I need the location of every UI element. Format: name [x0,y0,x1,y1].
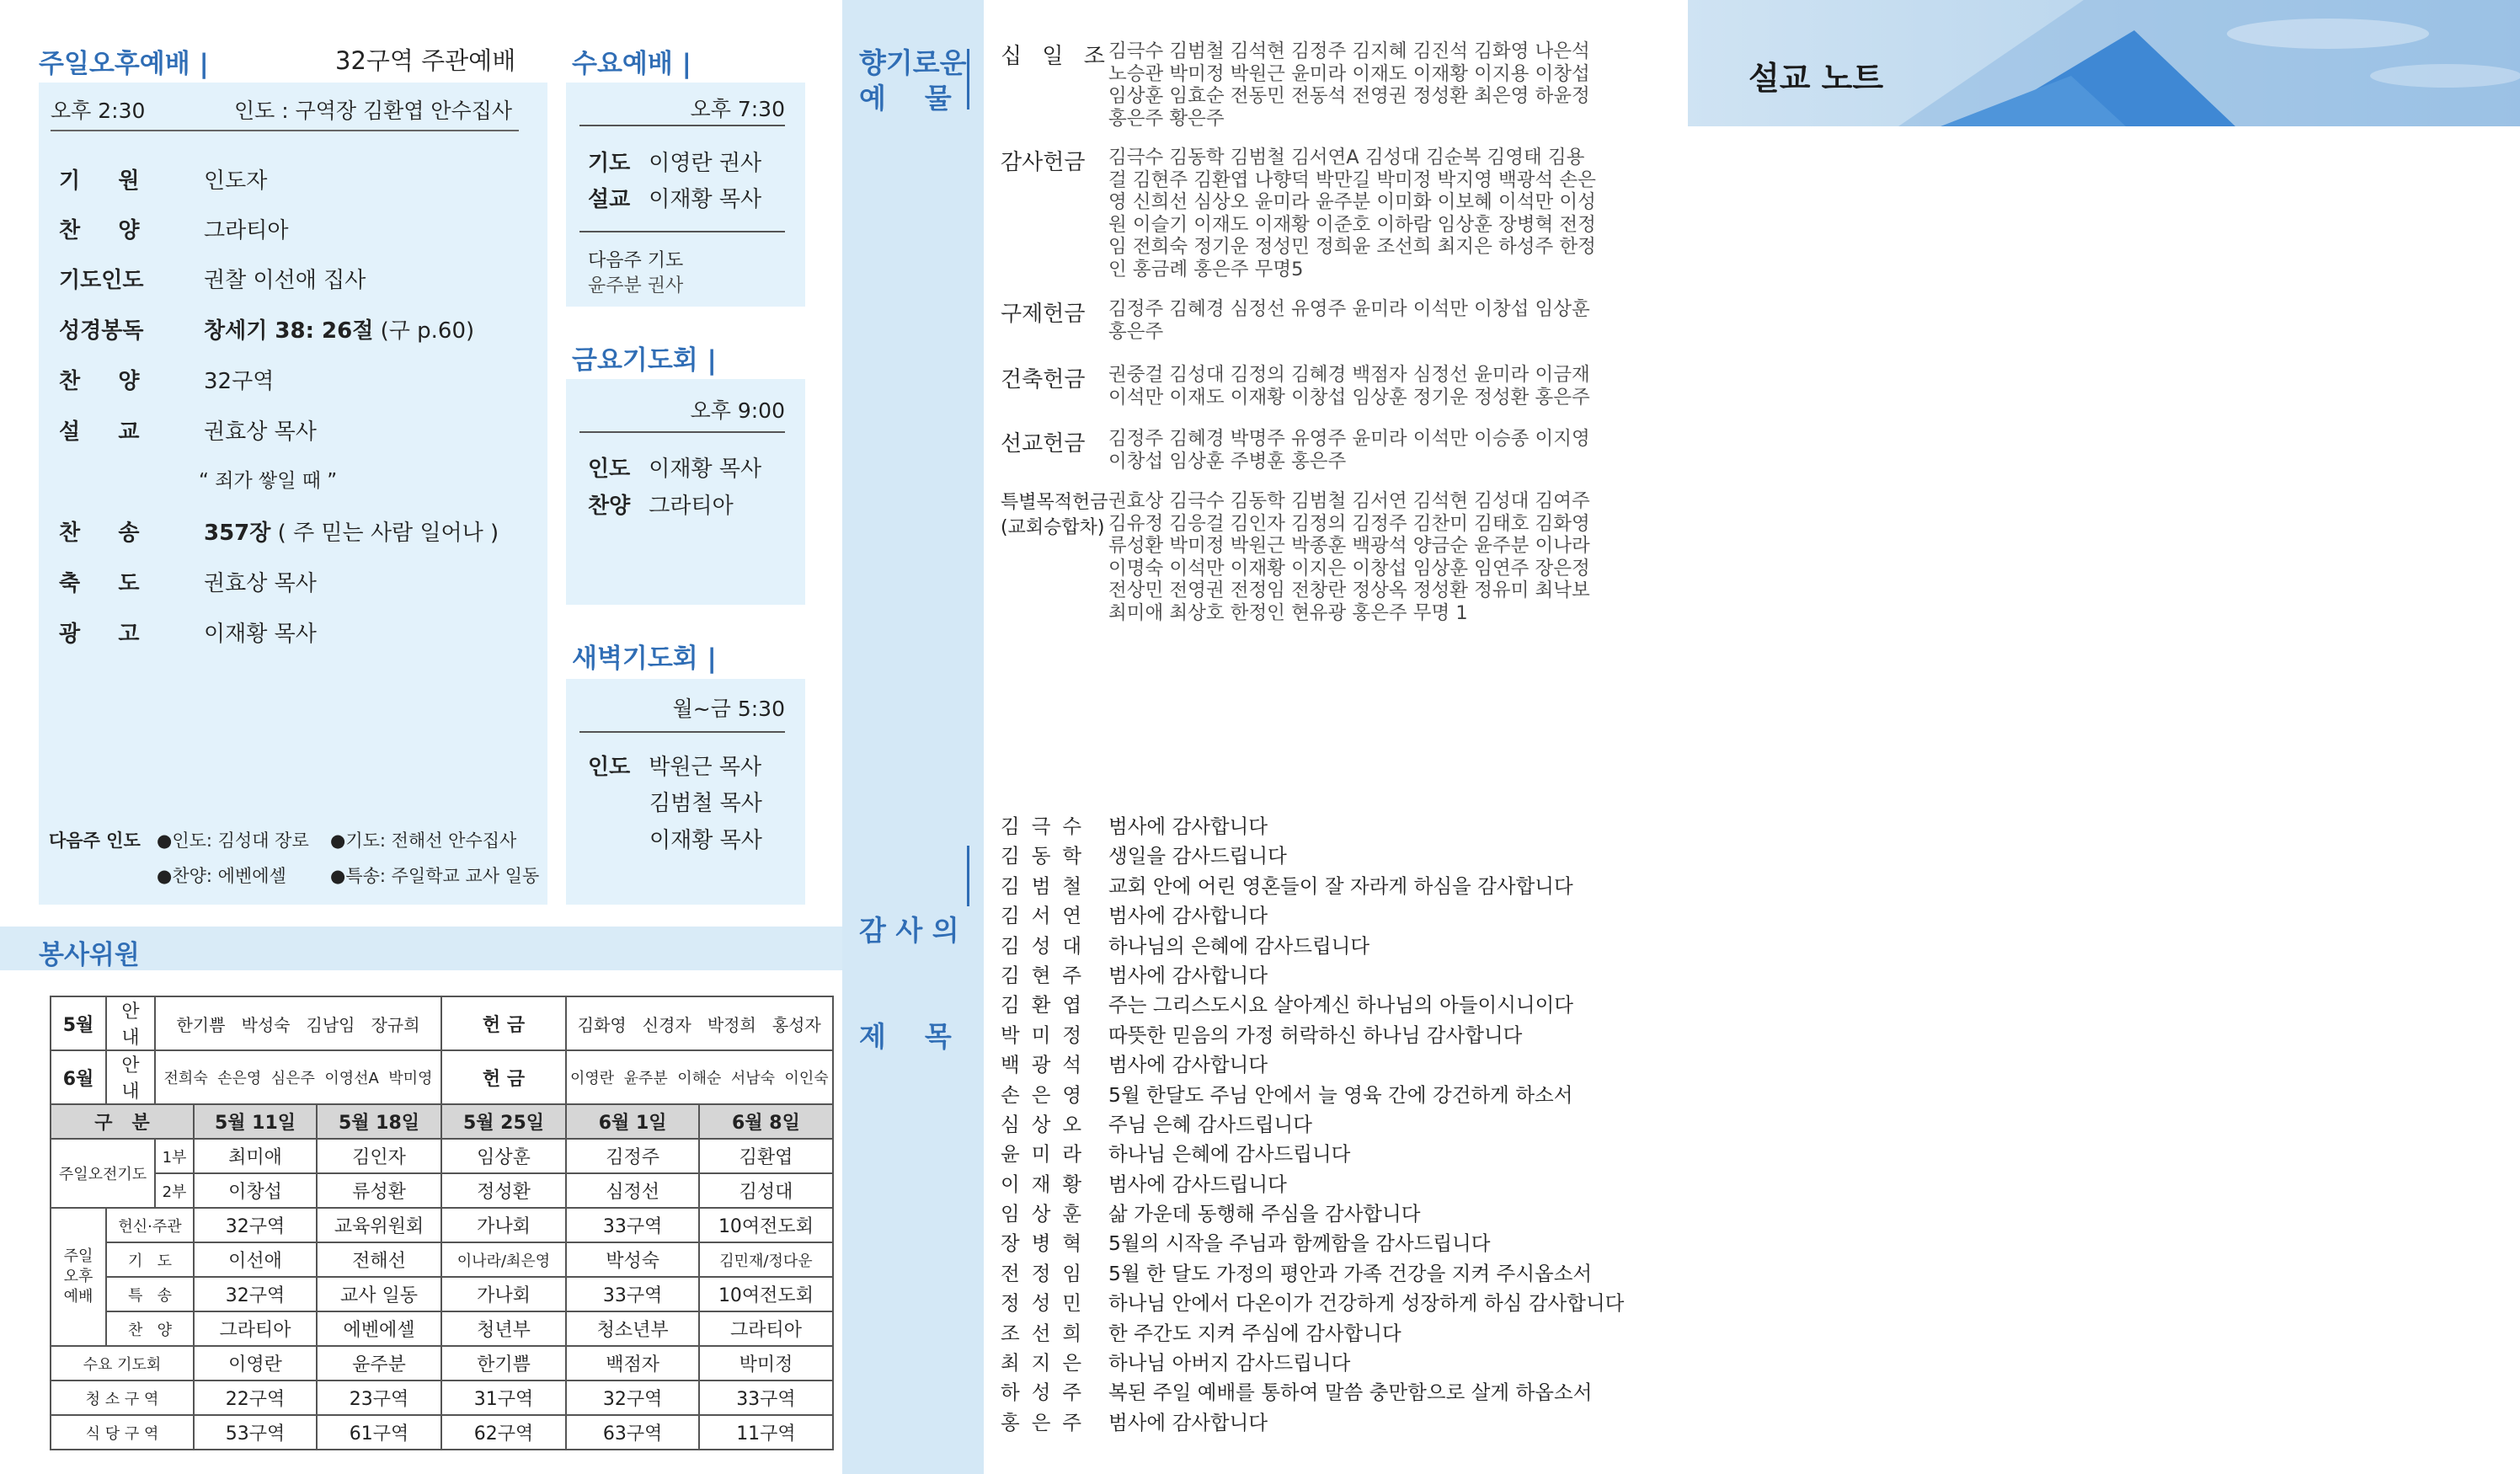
list-item [1001,900,1624,929]
thanks-title-line: 감 사 의 [859,914,959,947]
table-cell: 33구역 [566,1277,699,1311]
table-cell: 특 송 [106,1277,194,1311]
order-value: 창세기 38: 26절 [204,318,374,344]
table-cell: 전희숙 손은영 심은주 이영선A 박미영 [155,1050,441,1104]
list-item [1001,1317,1624,1347]
friday-praise: 그라티아 [649,494,734,519]
table-header-row [51,1104,833,1139]
order-item [59,566,317,597]
dawn-leader: 김범철 목사 [649,791,762,816]
order-label: 설 교 [59,419,140,445]
friday-lead: 이재황 목사 [649,457,762,482]
table-cell: 찬 양 [106,1311,194,1346]
table-cell: 주일오전기도 [51,1139,155,1208]
table-header: 6월 8일 [699,1104,832,1139]
thanks-name: 김극수 [1001,814,1094,838]
list-item [1001,810,1624,840]
table-cell: 김인자 [317,1139,441,1173]
table-cell: 김환엽 [699,1139,832,1173]
wednesday-prayer: 이영란 권사 [649,151,762,176]
thanks-list [1001,810,1624,1436]
offering-label: 특별목적헌금 (교회승합차) [1001,492,1108,538]
next-week-lead: ●인도: 김성대 장로 [157,830,309,851]
table-row [51,1208,833,1242]
thanks-name: 장병혁 [1001,1231,1094,1256]
order-value: 그라티아 [204,218,289,243]
thanks-name: 최지은 [1001,1351,1094,1375]
table-cell: 김화영 신경자 박정희 홍성자 [566,996,833,1050]
title-bar [967,49,969,109]
service-committee-title: 봉사위원 [39,940,140,970]
friday-title: 금요기도회 | [572,345,717,376]
table-cell: 수요 기도회 [51,1346,194,1381]
table-cell: 1부 [155,1139,194,1173]
table-row [51,1311,833,1346]
friday-praise-label: 찬양 [588,494,631,519]
thanks-text: 하나님 안에서 다온이가 건강하게 성장하게 하심 감사합니다 [1108,1291,1625,1316]
offering-names: 권중걸 김성대 김정의 김혜경 백점자 심정선 윤미라 이금재 이석만 이재도 이재황 이창섭 임상훈 정기운 정성환 홍은주 [1108,364,1590,409]
list-item [1001,1198,1624,1227]
table-cell: 이영란 윤주분 이해순 서남숙 이인숙 [566,1050,833,1104]
table-cell: 심정선 [566,1173,699,1208]
thanks-name: 손은영 [1001,1082,1094,1107]
table-cell: 헌 금 [441,1050,566,1104]
thanks-text: 5월 한달도 주님 안에서 늘 영육 간에 강건하게 하소서 [1108,1082,1573,1107]
order-item [59,163,267,195]
table-header: 6월 1일 [566,1104,699,1139]
thanks-name: 박미정 [1001,1023,1094,1047]
offering-label: 구제헌금 [1001,302,1086,327]
table-cell: 5월 [51,996,106,1050]
thanks-text: 교회 안에 어린 영혼들이 잘 자라게 하심을 감사합니다 [1108,873,1573,898]
thanks-section-title [859,842,959,1090]
table-cell: 전해선 [317,1242,441,1277]
table-row [51,1415,833,1450]
table-row [51,996,833,1050]
order-label: 광 고 [59,622,140,647]
thanks-name: 심상오 [1001,1112,1094,1136]
table-cell: 이나라/최은영 [441,1242,566,1277]
next-week-label: 다음주 인도 [49,830,141,851]
table-row [51,1277,833,1311]
list-item [1001,959,1624,989]
table-cell: 최미애 [194,1139,317,1173]
offering-names: 김정주 김혜경 심정선 유영주 윤미라 이석만 이창섭 임상훈 홍은주 [1108,298,1590,343]
wednesday-next: 윤주분 권사 [588,275,684,296]
table-cell: 김성대 [699,1173,832,1208]
thanks-text: 주는 그리스도시요 살아계신 하나님의 아들이시니이다 [1108,993,1574,1017]
wednesday-sermon-row [588,182,761,213]
thanks-name: 윤미라 [1001,1142,1094,1167]
table-cell: 류성환 [317,1173,441,1208]
table-cell: 김정주 [566,1139,699,1173]
thanks-name: 김환엽 [1001,993,1094,1017]
offerings-section-title [859,45,967,116]
table-cell: 32구역 [194,1277,317,1311]
table-cell: 기 도 [106,1242,194,1277]
list-item [1001,1227,1624,1257]
table-cell: 정성환 [441,1173,566,1208]
table-cell: 63구역 [566,1415,699,1450]
table-row [51,1346,833,1381]
thanks-text: 범사에 감사합니다 [1108,1053,1268,1077]
list-item [1001,1376,1624,1406]
order-label: 기도인도 [59,268,144,293]
dawn-leader: 박원근 목사 [649,755,762,780]
table-cell: 식 당 구 역 [51,1415,194,1450]
table-cell: 2부 [155,1173,194,1208]
thanks-text: 범사에 감사드립니다 [1108,1172,1287,1196]
list-item [1001,1019,1624,1049]
list-item [1001,1138,1624,1167]
thanks-name: 백광석 [1001,1053,1094,1077]
table-cell: 32구역 [566,1381,699,1415]
offering-label: 감사헌금 [1001,150,1086,175]
table-cell: 교사 일동 [317,1277,441,1311]
table-cell: 10여전도회 [699,1277,832,1311]
sunday-time: 오후 2:30 [51,99,146,123]
offering-label: 건축헌금 [1001,367,1086,393]
dawn-time: 월~금 5:30 [579,692,785,733]
table-cell: 가나회 [441,1277,566,1311]
table-cell: 한기쁨 [441,1346,566,1381]
section-label-strip [842,0,984,1474]
table-row [51,1242,833,1277]
order-note: ( 주 믿는 사람 일어나 ) [270,521,499,546]
thanks-text: 생일을 감사드립니다 [1108,844,1287,868]
wednesday-title: 수요예배 | [572,49,691,79]
offering-label: 선교헌금 [1001,431,1086,457]
order-item [59,313,474,344]
table-cell: 22구역 [194,1381,317,1415]
table-cell: 6월 [51,1050,106,1104]
table-cell: 가나회 [441,1208,566,1242]
wednesday-sermon-label: 설교 [588,187,631,212]
table-row [51,1050,833,1104]
order-item [59,414,317,446]
order-item [59,617,317,648]
thanks-text: 복된 주일 예배를 통하여 말씀 충만함으로 살게 하옵소서 [1108,1381,1593,1405]
table-cell: 백점자 [566,1346,699,1381]
sermon-title: “ 죄가 쌓일 때 ” [199,470,338,492]
title-bar [967,846,969,906]
thanks-text: 주님 은혜 감사드립니다 [1108,1112,1312,1136]
order-value: 인도자 [204,168,268,194]
thanks-name: 전정임 [1001,1261,1094,1285]
offering-label: 십 일 조 [1001,44,1112,69]
thanks-text: 5월 한 달도 가정의 평안과 가족 건강을 지켜 주시옵소서 [1108,1261,1593,1285]
friday-time: 오후 9:00 [579,394,785,433]
list-item [1001,1407,1624,1436]
order-value: 357장 [204,521,271,546]
table-cell: 이선애 [194,1242,317,1277]
order-value: 권효상 목사 [204,419,317,445]
table-cell: 에벤에셀 [317,1311,441,1346]
sunday-service-panel [39,83,547,905]
next-week-prayer: ●기도: 전해선 안수집사 [330,830,517,851]
table-cell: 박미정 [699,1346,832,1381]
next-week-praise: ●찬양: 에벤에셀 [157,866,286,886]
dawn-title: 새벽기도회 | [572,644,717,674]
wednesday-time: 오후 7:30 [579,93,785,126]
thanks-name: 김서연 [1001,904,1094,928]
order-label: 축 도 [59,571,140,596]
table-header: 5월 11일 [194,1104,317,1139]
divider [579,231,785,232]
next-week-special: ●특송: 주일학교 교사 일동 [330,866,540,886]
table-cell: 청년부 [441,1311,566,1346]
table-cell: 임상훈 [441,1139,566,1173]
thanks-name: 이재황 [1001,1172,1094,1196]
thanks-text: 범사에 감사합니다 [1108,1410,1268,1434]
table-row [51,1381,833,1415]
order-label: 찬 양 [59,369,140,394]
friday-lead-row [588,451,761,483]
thanks-name: 임상훈 [1001,1202,1094,1226]
table-cell: 안 내 [106,996,155,1050]
order-item [59,465,337,493]
thanks-text: 범사에 감사합니다 [1108,963,1268,987]
order-value: 권효상 목사 [204,571,317,596]
thanks-text: 삶 가운데 동행해 주심을 감사합니다 [1108,1202,1421,1226]
table-cell: 청 소 구 역 [51,1381,194,1415]
list-item [1001,1347,1624,1376]
thanks-text: 5월의 시작을 주님과 함께함을 감사드립니다 [1108,1231,1491,1256]
table-cell: 헌 금 [441,996,566,1050]
thanks-text: 하나님 아버지 감사드립니다 [1108,1351,1351,1375]
thanks-text: 하나님 은혜에 감사드립니다 [1108,1142,1351,1167]
table-header: 구 분 [51,1104,194,1139]
friday-praise-row [588,489,734,520]
order-item [59,263,366,294]
table-row [51,1139,833,1173]
thanks-name: 김현주 [1001,963,1094,987]
thanks-name: 홍은주 [1001,1410,1094,1434]
order-item [59,213,288,244]
thanks-title-line: 제 목 [859,1020,952,1053]
service-committee-table [50,996,834,1450]
offering-names: 권효상 김극수 김동학 김범철 김서연 김석현 김성대 김여주 김유정 김응걸 김인자 김정의 김정주 김찬미 김태호 김화영 류성환 박미정 박원근 박종훈 백광석 양금순 윤주분 이나라 이명숙 이석만 이재황 이지은 이창섭 임상훈 임연주 장은정 전상민 전영권 전정임 전창란 정상옥 정성환 정유미 최낙보 최미애 최상호 한정인 현유광 홍은주 무명 1 [1108,490,1590,624]
order-value: 권찰 이선애 집사 [204,268,366,293]
wednesday-prayer-row [588,146,761,177]
order-label: 찬 양 [59,218,140,243]
thanks-name: 김범철 [1001,873,1094,898]
offering-names: 김정주 김혜경 박명주 유영주 윤미라 이석만 이승종 이지영 이창섭 임상훈 주병훈 홍은주 [1108,428,1590,473]
list-item [1001,870,1624,900]
table-cell: 헌신·주관 [106,1208,194,1242]
dawn-lead-row [588,750,761,781]
table-row [51,1173,833,1208]
list-item [1001,1168,1624,1198]
table-cell: 그라티아 [699,1311,832,1346]
order-value: 32구역 [204,369,275,394]
table-cell: 33구역 [566,1208,699,1242]
table-cell: 53구역 [194,1415,317,1450]
list-item [1001,1079,1624,1108]
list-item [1001,1049,1624,1078]
wednesday-prayer-label: 기도 [588,151,631,176]
order-label: 성경봉독 [59,318,144,344]
table-cell: 안 내 [106,1050,155,1104]
sunday-service-title: 주일오후예배 | [39,49,209,79]
friday-lead-label: 인도 [588,457,631,482]
thanks-name: 김성대 [1001,933,1094,958]
table-cell: 청소년부 [566,1311,699,1346]
table-cell: 33구역 [699,1381,832,1415]
table-cell: 32구역 [194,1208,317,1242]
thanks-name: 김동학 [1001,844,1094,868]
table-cell: 31구역 [441,1381,566,1415]
table-cell: 교육위원회 [317,1208,441,1242]
order-item [59,515,499,547]
order-label: 찬 송 [59,521,140,546]
sunday-service-subtitle: 32구역 주관예배 [335,46,516,75]
table-cell: 윤주분 [317,1346,441,1381]
table-cell: 그라티아 [194,1311,317,1346]
sunday-leader: 인도 : 구역장 김환엽 안수집사 [233,99,512,123]
list-item [1001,989,1624,1018]
table-cell: 주일 오후 예배 [51,1208,106,1346]
table-cell: 박성숙 [566,1242,699,1277]
thanks-name: 정성민 [1001,1291,1094,1316]
table-cell: 61구역 [317,1415,441,1450]
offering-names: 김극수 김범철 김석현 김정주 김지혜 김진석 김화영 나은석 노승관 박미정 박원근 윤미라 이재도 이재황 이지용 이창섭 임상훈 임효순 전동민 전동석 전영권 정성환 최은영 하윤정 홍은주 황은주 [1108,40,1590,130]
dawn-lead-label: 인도 [588,755,631,780]
thanks-text: 범사에 감사합니다 [1108,814,1268,838]
sermon-note-title: 설교 노트 [1749,60,1884,97]
offering-names: 김극수 김동학 김범철 김서연A 김성대 김순복 김영태 김용걸 김현주 김환엽 나향덕 박만길 박미정 박지영 백광석 손은영 신희선 심상오 윤미라 윤주분 이미화 이보혜 이석만 이성원 이슬기 이재도 이재황 이준호 이하람 임상훈 장병혁 전정임 전희숙 정기운 정성민 정희윤 조선희 최지은 하성주 한정인 홍금례 홍은주 무명5 [1108,147,1596,280]
order-label: 기 원 [59,168,140,194]
order-note: (구 p.60) [373,318,475,344]
table-cell: 이영란 [194,1346,317,1381]
thanks-text: 한 주간도 지켜 주심에 감사합니다 [1108,1321,1401,1345]
thanks-name: 조선희 [1001,1321,1094,1345]
list-item [1001,1258,1624,1287]
wednesday-sermon: 이재황 목사 [649,187,762,212]
list-item [1001,1108,1624,1138]
order-value: 이재황 목사 [204,622,317,647]
table-cell: 이창섭 [194,1173,317,1208]
order-item [59,364,274,395]
thanks-text: 범사에 감사합니다 [1108,904,1268,928]
table-cell: 김민재/정다운 [699,1242,832,1277]
offerings-title-line: 예 물 [859,82,952,115]
list-item [1001,1287,1624,1316]
dawn-leader: 이재황 목사 [649,828,762,853]
table-cell: 23구역 [317,1381,441,1415]
thanks-text: 따뜻한 믿음의 가정 허락하신 하나님 감사합니다 [1108,1023,1523,1047]
offerings-title-line: 향기로운 [859,46,967,79]
table-cell: 62구역 [441,1415,566,1450]
table-header: 5월 18일 [317,1104,441,1139]
table-cell: 10여전도회 [699,1208,832,1242]
thanks-text: 하나님의 은혜에 감사드립니다 [1108,933,1370,958]
thanks-name: 하성주 [1001,1381,1094,1405]
table-cell: 11구역 [699,1415,832,1450]
wednesday-next-label: 다음주 기도 [588,250,684,271]
list-item [1001,840,1624,869]
list-item [1001,930,1624,959]
table-cell: 한기쁨 박성숙 김남임 장규희 [155,996,441,1050]
sunday-time-row [51,94,519,131]
table-header: 5월 25일 [441,1104,566,1139]
